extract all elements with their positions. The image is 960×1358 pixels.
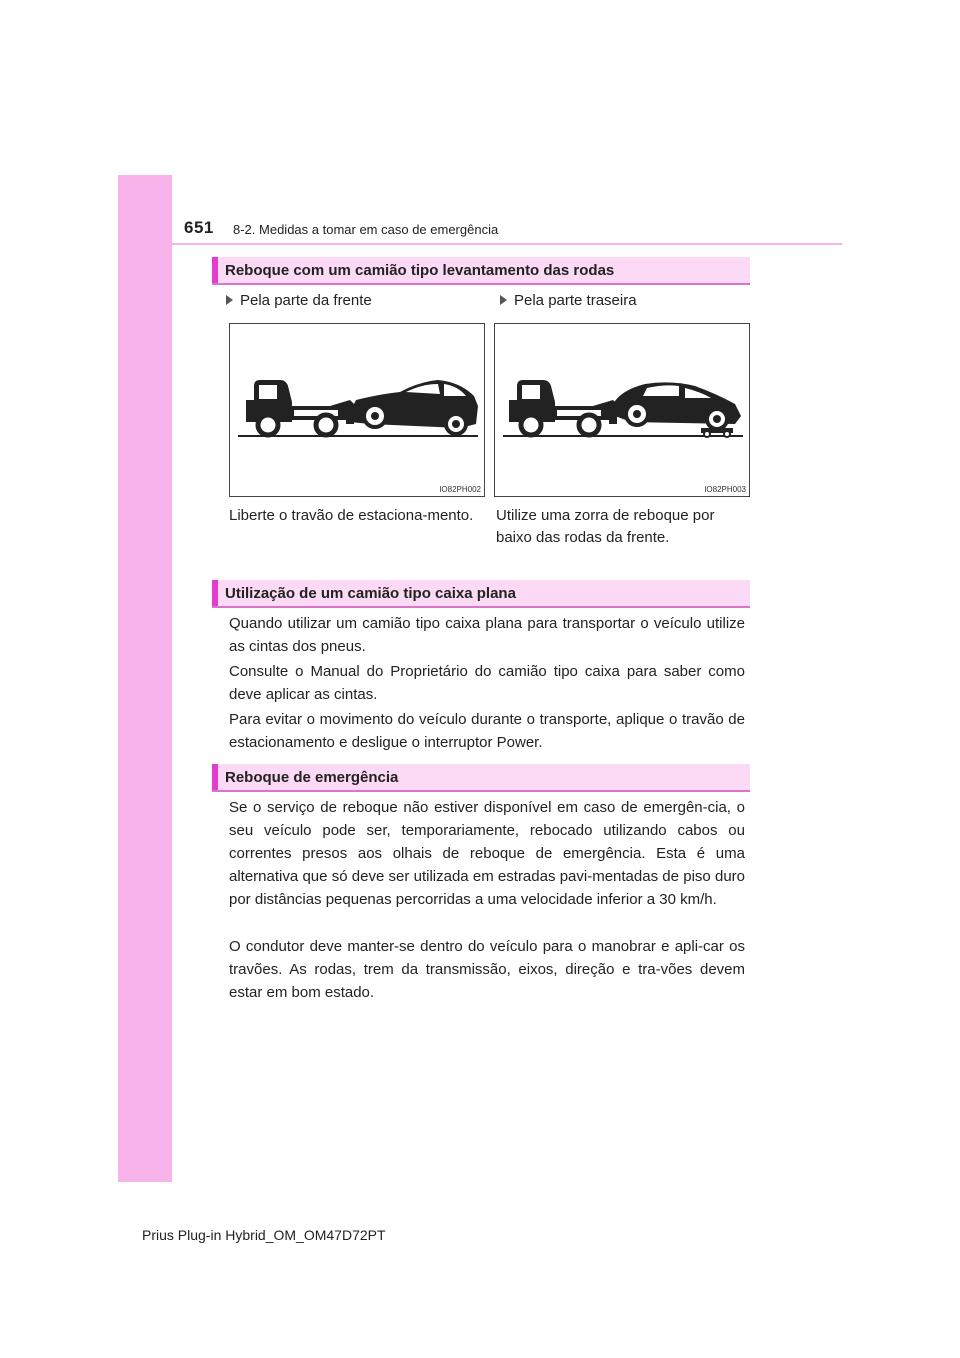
heading-accent bbox=[212, 257, 218, 283]
heading-emergency bbox=[212, 764, 750, 792]
section-title: 8-2. Medidas a tomar em caso de emergência bbox=[233, 222, 499, 237]
paragraph-emergency-1: Se o serviço de reboque não estiver disponível em caso de emergên-cia, o seu veículo pode ser, temporariamente, rebocado utilizando cabos ou correntes presos aos olhais de reboque de emergência. Esta é uma alternativa que só deve ser utilizada em estradas pavi-mentadas de piso duro por distâncias pequenas percorridas a uma velocidade inferior a 30 km/h. bbox=[229, 799, 745, 908]
triangle-bullet-icon bbox=[226, 295, 233, 305]
heading-flatbed bbox=[212, 580, 750, 608]
page-number: 651 bbox=[184, 218, 214, 237]
paragraph-flatbed-2: Consulte o Manual do Proprietário do camião tipo caixa para saber como deve aplicar as cintas. bbox=[229, 663, 745, 703]
figure-rear-tow bbox=[494, 323, 750, 497]
bullet-rear-label: Pela parte traseira bbox=[514, 292, 637, 309]
paragraph-flatbed-3: Para evitar o movimento do veículo durante o transporte, aplique o travão de estacionamento e desligue o interruptor Power. bbox=[229, 711, 745, 751]
heading-accent bbox=[212, 580, 218, 606]
tow-truck-front-illustration bbox=[230, 324, 484, 496]
figure-code: IO82PH003 bbox=[704, 485, 746, 494]
heading-accent bbox=[212, 764, 218, 790]
footer-model-code: Prius Plug-in Hybrid_OM_OM47D72PT bbox=[142, 1227, 386, 1243]
heading-label: Reboque com um camião tipo levantamento das rodas bbox=[225, 262, 615, 279]
heading-label: Reboque de emergência bbox=[225, 769, 399, 786]
caption-front: Liberte o travão de estaciona-mento. bbox=[229, 507, 474, 524]
triangle-bullet-icon bbox=[500, 295, 507, 305]
tow-truck-rear-illustration bbox=[495, 324, 749, 496]
figure-front-tow bbox=[229, 323, 485, 497]
bullet-front bbox=[226, 292, 372, 309]
bullet-rear bbox=[500, 292, 637, 309]
paragraph-flatbed-1: Quando utilizar um camião tipo caixa plana para transportar o veículo utilize as cintas dos pneus. bbox=[229, 615, 745, 655]
paragraph-emergency-2: O condutor deve manter-se dentro do veículo para o manobrar e apli-car os travões. As rodas, trem da transmissão, eixos, direção e tra-vões devem estar em bom estado. bbox=[229, 938, 745, 1001]
side-color-band bbox=[118, 175, 172, 1182]
header-rule bbox=[118, 243, 842, 245]
figure-code: IO82PH002 bbox=[439, 485, 481, 494]
heading-wheel-lift bbox=[212, 257, 750, 285]
heading-label: Utilização de um camião tipo caixa plana bbox=[225, 585, 516, 602]
bullet-front-label: Pela parte da frente bbox=[240, 292, 372, 309]
caption-rear: Utilize uma zorra de reboque por baixo das rodas da frente. bbox=[496, 507, 715, 546]
